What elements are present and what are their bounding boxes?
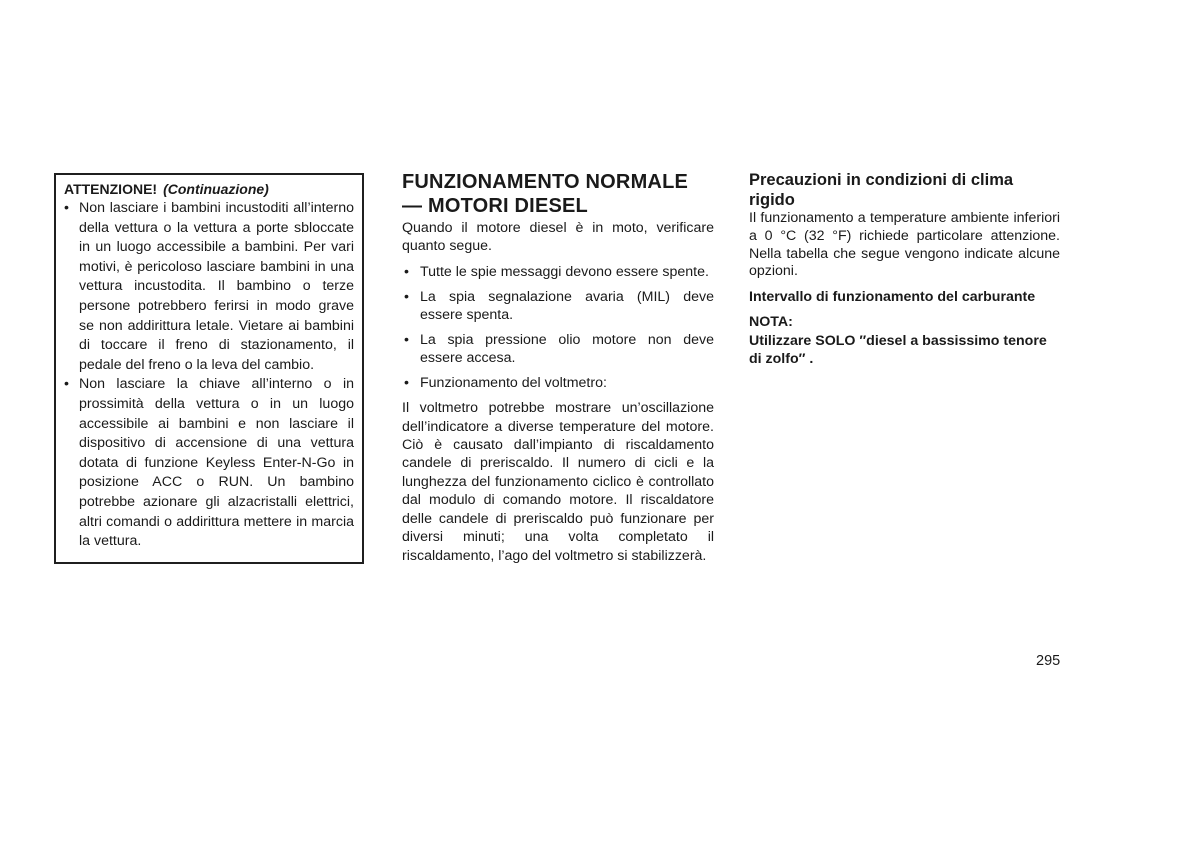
cold-weather-paragraph: Il funzionamento a temperature ambiente inferiori a 0 °C (32 °F) richiede particolare attenzione. Nella tabella che segue vengono indicate alcune opzioni. xyxy=(749,210,1060,280)
warning-item: • Non lasciare la chiave all’interno o in prossimità della vettura o in un luogo accessibile ai bambini e non lasciare il dispositivo di accensione di una vettura dotata di funzione Keyless Enter-N-Go in posizione ACC o RUN. Un bambino potrebbe azionare gli alzacristalli elettrici, altri comandi o addirittura mettere in marcia la vettura. xyxy=(64,375,354,551)
checklist-item: • Tutte le spie messaggi devono essere spente. xyxy=(402,263,714,281)
warning-heading xyxy=(64,179,354,199)
checklist-item: • La spia segnalazione avaria (MIL) deve essere spenta. xyxy=(402,288,714,325)
diesel-checklist xyxy=(402,263,714,393)
diesel-intro: Quando il motore diesel è in moto, verificare quanto segue. xyxy=(402,220,714,255)
warning-item: • Non lasciare i bambini incustoditi all’interno della vettura o la vettura a porte sbloccate in un luogo accessibile a bambini. Per vari motivi, è pericoloso lasciare bambini in una vettura incustodita. Il bambino o terze persone potrebbero ferirsi in modo grave se non addirittura letale. Vietare ai bambini di toccare il freno di stazionamento, il pedale del freno o la leva del cambio. xyxy=(64,199,354,375)
warning-box xyxy=(54,173,364,564)
warning-title: ATTENZIONE! xyxy=(64,181,158,197)
warning-continuation: (Continuazione) xyxy=(163,181,269,197)
voltmeter-paragraph: Il voltmetro potrebbe mostrare un’oscillazione dell’indicatore a diverse temperature del motore. Ciò è causato dall’impianto di riscaldamento candele di preriscaldo. Il numero di cicli e la lunghezza del funzionamento ciclico è controllato dal modulo di comando motore. Il riscaldatore delle candele di preriscaldo può funzionare per diversi minuti; una volta completato il riscaldamento, l’ago del voltmetro si stabilizzerà. xyxy=(402,400,714,564)
cold-weather-section xyxy=(749,170,1060,368)
note-label: NOTA: xyxy=(749,314,793,331)
section-title-line-2: — MOTORI DIESEL xyxy=(402,195,588,217)
note-text: Utilizzare SOLO ″diesel a bassissimo tenore di zolfo″ . xyxy=(749,333,1047,368)
cold-weather-title: Precauzioni in condizioni di clima rigido xyxy=(749,171,1014,209)
page-number: 295 xyxy=(1036,653,1061,669)
warning-list xyxy=(64,199,354,552)
checklist-item: • Funzionamento del voltmetro: xyxy=(402,374,714,392)
diesel-section xyxy=(402,170,714,565)
checklist-item: • La spia pressione olio motore non deve essere accesa. xyxy=(402,331,714,368)
fuel-range-heading: Intervallo di funzionamento del carburante xyxy=(749,289,1036,306)
section-title xyxy=(402,170,714,218)
section-title-line-1: FUNZIONAMENTO NORMALE xyxy=(402,171,689,193)
